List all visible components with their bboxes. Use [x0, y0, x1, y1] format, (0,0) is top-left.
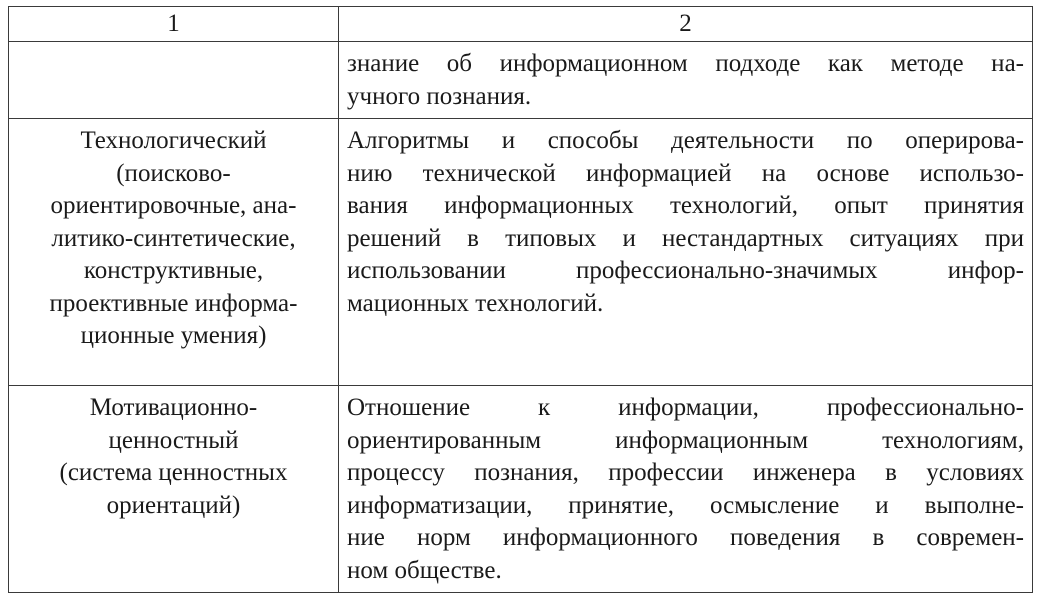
table-row: [9, 386, 1033, 593]
text-line: ориентаций): [106, 491, 241, 519]
text-line: мационных технологий.: [347, 289, 604, 317]
text-line: знание об информационном подходе как методе на-: [347, 50, 1024, 77]
header-row: [9, 7, 1033, 42]
text-line: ценностный: [108, 426, 239, 454]
text-line: (система ценностных: [59, 459, 288, 486]
text-line: Мотивационно-: [89, 394, 258, 421]
text-line: Алгоритмы и способы деятельности по оперирова-: [347, 127, 1024, 154]
text-line: ориентированным информационным технологиям,: [347, 426, 1024, 454]
component-content-cell: [339, 386, 1033, 593]
table-row: [9, 119, 1033, 386]
text-line: использовании профессионально-значимых инфор-: [347, 257, 1024, 284]
table-row: [9, 42, 1033, 119]
text-line: конструктивные,: [83, 257, 264, 284]
text-line: ориентировочные, ана-: [50, 192, 297, 219]
text-line: ном обществе.: [347, 556, 502, 584]
text-line: нию технической информацией на основе использо-: [347, 159, 1024, 187]
header-col-1: 1: [9, 7, 339, 42]
text-line: решений в типовых и нестандартных ситуациях при: [347, 224, 1024, 252]
component-content-cell: [339, 42, 1033, 119]
component-name-cell: [9, 119, 339, 386]
text-line: ние норм информационного поведения в современ-: [347, 524, 1024, 551]
text-line: процессу познания, профессии инженера в условиях: [347, 459, 1024, 486]
text-line: Отношение к информации, профессионально-: [347, 394, 1024, 421]
text-line: литико-синтетические,: [51, 224, 296, 252]
text-line: информатизации, принятие, осмысление и выполне-: [347, 491, 1024, 519]
text-line: вания информационных технологий, опыт принятия: [347, 192, 1024, 219]
component-name-cell: [9, 386, 339, 593]
component-content-cell: [339, 119, 1033, 386]
component-name-cell: [9, 42, 339, 119]
text-line: (поисково-: [116, 159, 231, 187]
text-line: учного познания.: [347, 82, 532, 110]
components-table: [8, 6, 1033, 593]
text-line: Технологический: [80, 127, 267, 154]
text-line: ционные умения): [80, 322, 267, 349]
text-line: проективные информа-: [49, 289, 298, 317]
header-col-2: 2: [339, 7, 1033, 42]
